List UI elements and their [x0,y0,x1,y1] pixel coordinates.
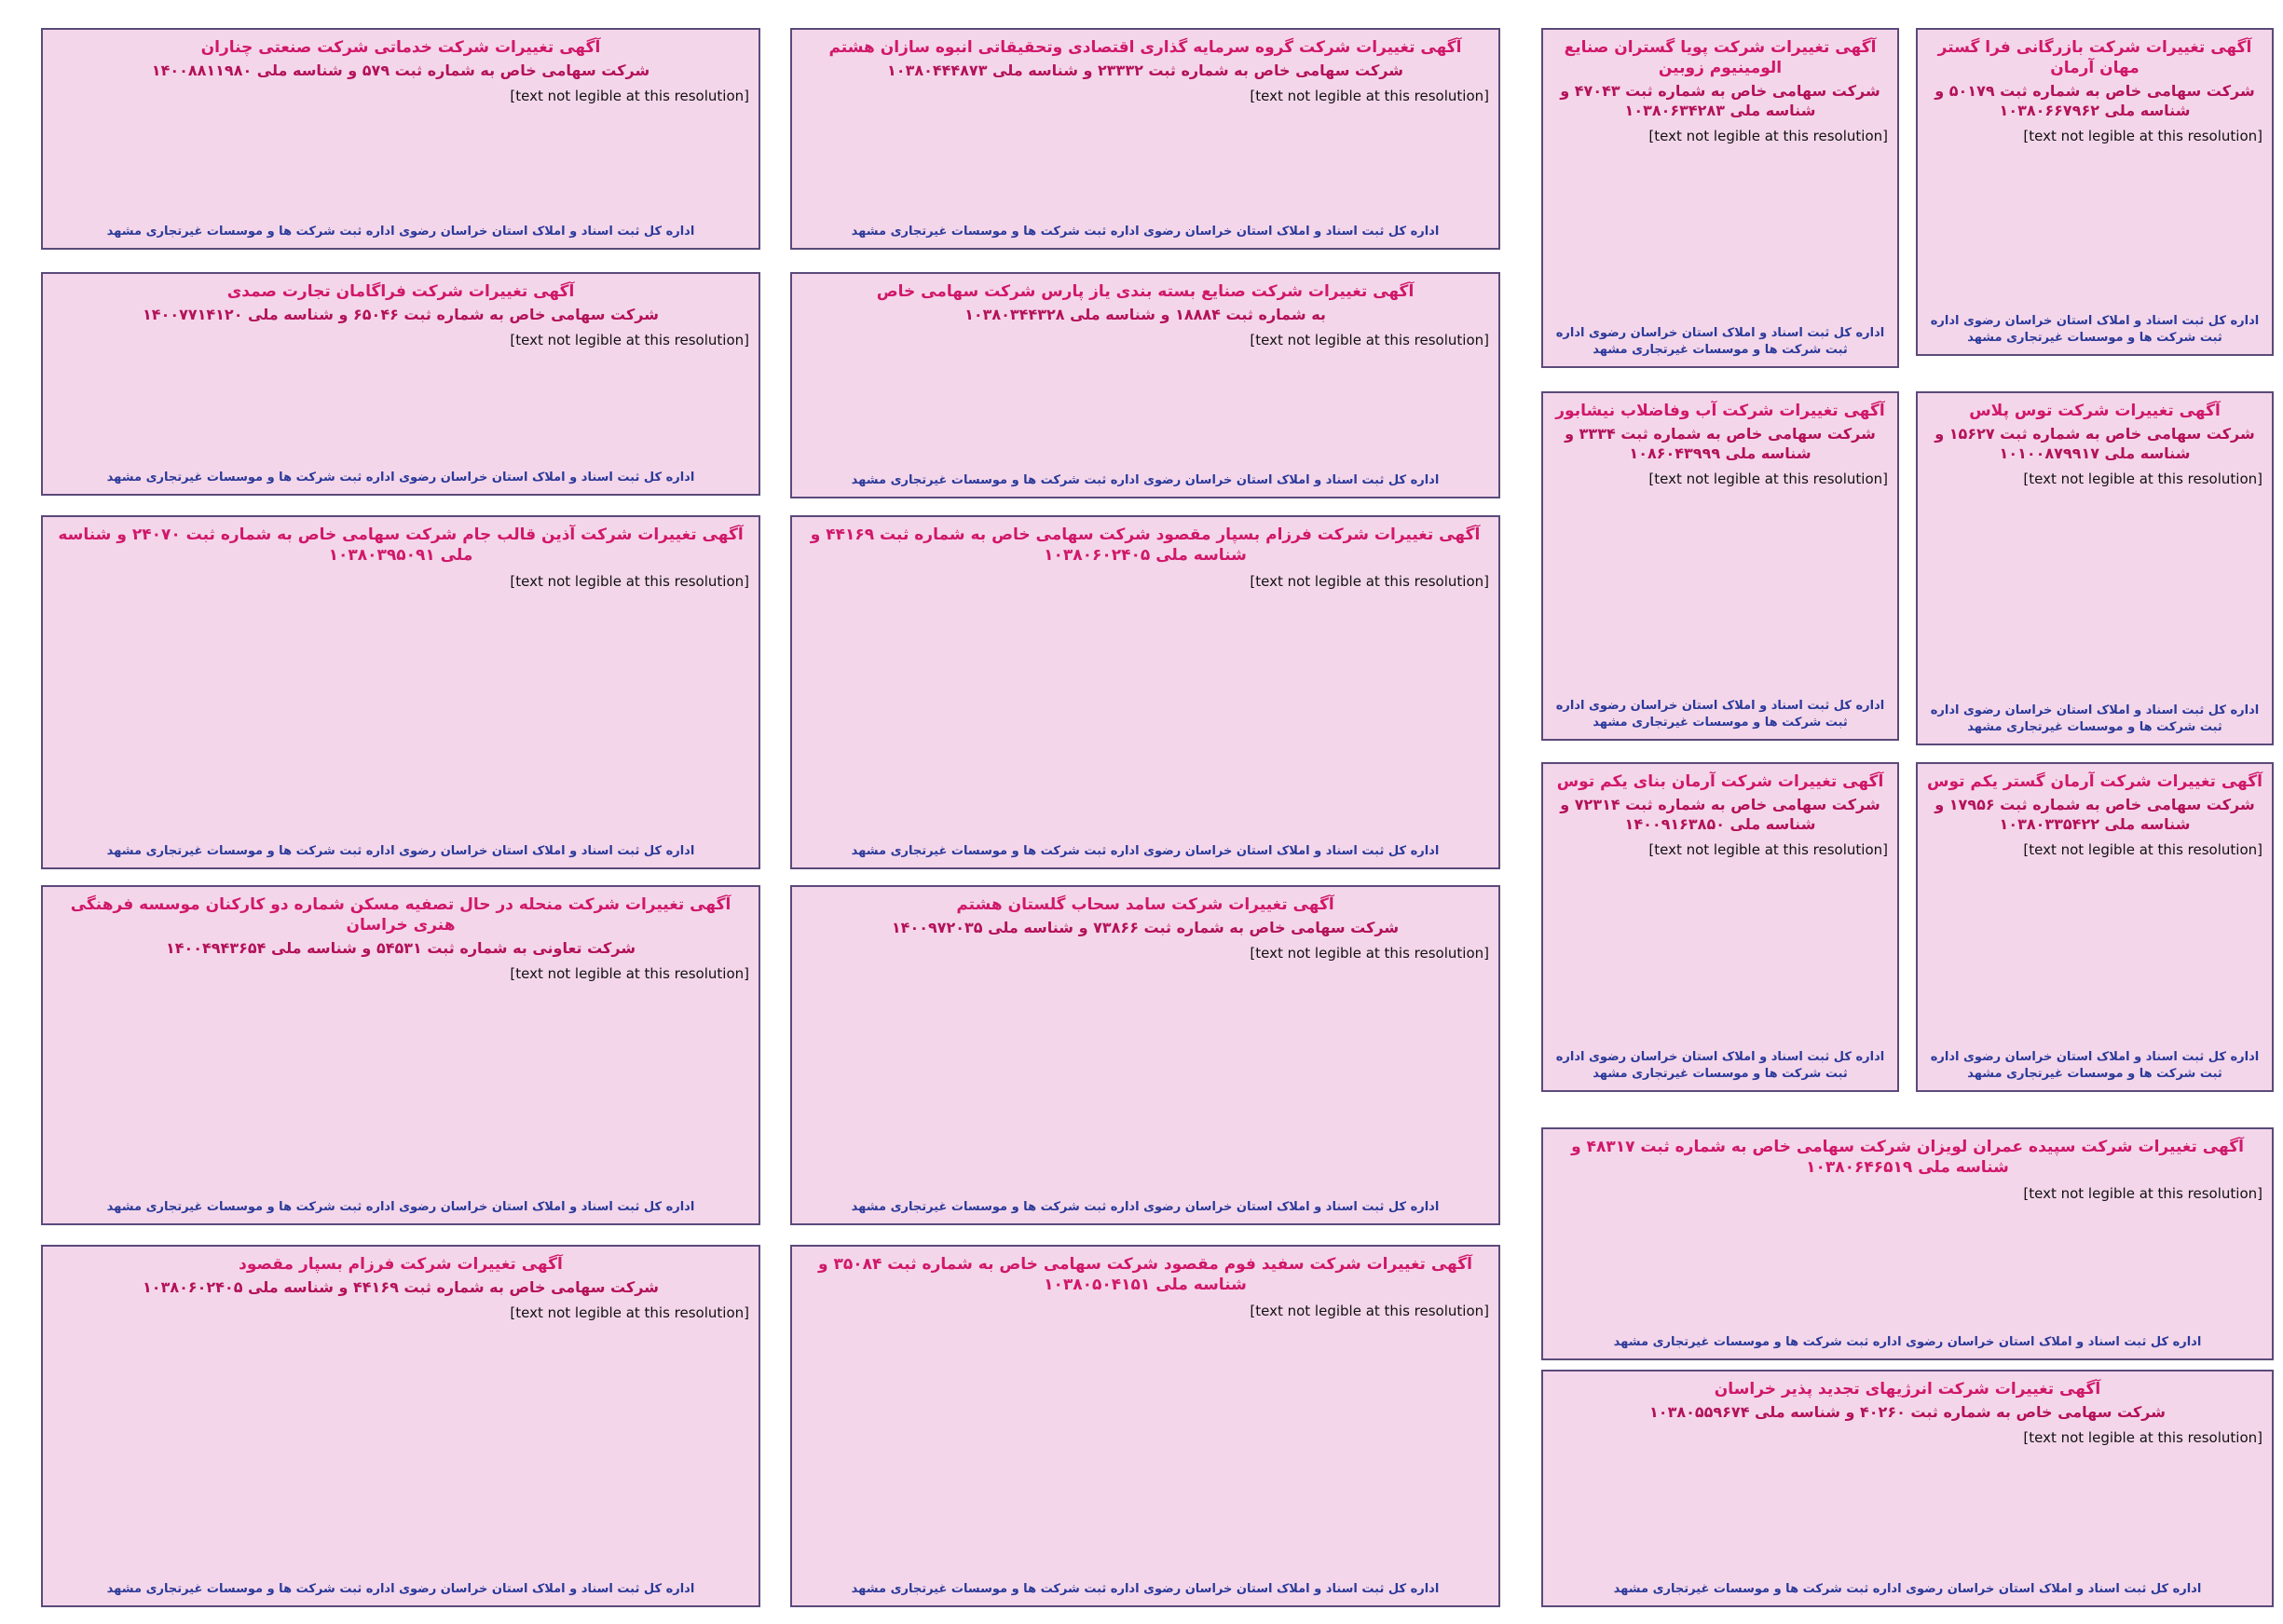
notice-body: [text not legible at this resolution] [2023,471,2262,487]
notice-title: آگهی تغییرات شرکت سامد سحاب گلستان هشتم [956,895,1334,914]
notice-title: آگهی تغییرات شرکت آرمان گستر یکم توس [1927,772,2262,791]
notice-title: آگهی تغییرات شرکت آرمان بنای یکم توس [1556,772,1884,791]
notice-body: [text not legible at this resolution] [510,1304,749,1321]
notice-footer: اداره کل ثبت اسناد و املاک استان خراسان رضوی اداره ثبت شرکت ها و موسسات غیرتجاری مشهد [1555,699,1885,730]
notice-footer: اداره کل ثبت اسناد و املاک استان خراسان رضوی اداره ثبت شرکت ها و موسسات غیرتجاری مشهد [851,1200,1440,1214]
notice-title: آگهی تغییرات شرکت توس پلاس [1969,402,2221,420]
notice-anbouh-sazan [790,28,1500,250]
notice-footer: اداره کل ثبت اسناد و املاک استان خراسان رضوی اداره ثبت شرکت ها و موسسات غیرتجاری مشهد [1930,1050,2260,1081]
notice-yaz-pars [790,272,1500,498]
notice-body: [text not legible at this resolution] [510,965,749,982]
notice-footer: اداره کل ثبت اسناد و املاک استان خراسان رضوی اداره ثبت شرکت ها و موسسات غیرتجاری مشهد [106,1200,695,1214]
notice-title: آگهی تغییرات شرکت پویا گستران صنایع الومینیوم زوبین [1564,38,1877,77]
notice-sepideh-omran [1541,1127,2274,1360]
notice-farzam-baspar-1 [790,515,1500,869]
notice-title: آگهی تغییرات شرکت خدماتی شرکت صنعتی چناران [200,38,601,57]
notice-title: آگهی تغییرات شرکت گروه سرمایه گذاری اقتصادی وتحقیقاتی انبوه سازان هشتم [828,38,1462,57]
notice-title: آگهی تغییرات شرکت فرزام بسپار مقصود [239,1255,563,1274]
notice-title: آگهی تغییرات شرکت سپیده عمران لویزان شرکت سهامی خاص به شماره ثبت ۴۸۳۱۷ و شناسه ملی ۱۰۳۸۰۶۴۶۵۱۹ [1571,1138,2244,1177]
notice-body: [text not legible at this resolution] [510,573,749,590]
notice-subtitle: شرکت سهامی خاص به شماره ثبت ۴۷۰۴۳ و شناسه ملی ۱۰۳۸۰۶۳۴۲۸۳ [1560,82,1880,119]
notice-subtitle: شرکت سهامی خاص به شماره ثبت ۵۰۱۷۹ و شناسه ملی ۱۰۳۸۰۶۶۷۹۶۲ [1934,82,2255,119]
notice-subtitle: شرکت سهامی خاص به شماره ثبت ۴۰۲۶۰ و شناسه ملی ۱۰۳۸۰۵۵۹۶۷۴ [1649,1403,2166,1421]
notice-footer: اداره کل ثبت اسناد و املاک استان خراسان رضوی اداره ثبت شرکت ها و موسسات غیرتجاری مشهد [851,1582,1440,1596]
notice-body: [text not legible at this resolution] [2023,128,2262,144]
notice-body: [text not legible at this resolution] [1250,332,1489,348]
notice-body: [text not legible at this resolution] [1250,945,1489,962]
notice-body: [text not legible at this resolution] [1648,841,1888,858]
notice-body: [text not legible at this resolution] [510,88,749,104]
notice-nishapur-water [1541,391,1899,741]
notice-body: [text not legible at this resolution] [1250,573,1489,590]
notice-azin-ghaleb [41,515,760,869]
notice-footer: اداره کل ثبت اسناد و املاک استان خراسان رضوی اداره ثبت شرکت ها و موسسات غیرتجاری مشهد [851,225,1440,239]
notice-footer: اداره کل ثبت اسناد و املاک استان خراسان رضوی اداره ثبت شرکت ها و موسسات غیرتجاری مشهد [106,1582,695,1596]
notice-subtitle: شرکت تعاونی به شماره ثبت ۵۴۵۳۱ و شناسه ملی ۱۴۰۰۴۹۴۳۶۵۴ [165,939,636,957]
notice-subtitle: شرکت سهامی خاص به شماره ثبت ۱۵۶۲۷ و شناسه ملی ۱۰۱۰۰۸۷۹۹۱۷ [1934,425,2255,462]
notice-title: آگهی تغییرات شرکت بازرگانی فرا گستر مهان آرمان [1937,38,2252,77]
notice-title: آگهی تغییرات شرکت انرژیهای تجدید پذیر خراسان [1714,1380,2101,1399]
notice-body: [text not legible at this resolution] [1648,128,1888,144]
notice-footer: اداره کل ثبت اسناد و املاک استان خراسان رضوی اداره ثبت شرکت ها و موسسات غیرتجاری مشهد [106,225,695,239]
notice-subtitle: شرکت سهامی خاص به شماره ثبت ۷۲۳۱۴ و شناسه ملی ۱۴۰۰۹۱۶۳۸۵۰ [1560,796,1880,833]
notice-body: [text not legible at this resolution] [2023,1429,2262,1446]
notice-farzam-baspar-2 [41,1245,760,1607]
notice-subtitle: شرکت سهامی خاص به شماره ثبت ۴۴۱۶۹ و شناسه ملی ۱۰۳۸۰۶۰۲۴۰۵ [143,1278,659,1296]
notice-subtitle: شرکت سهامی خاص به شماره ثبت ۳۳۳۴ و شناسه ملی ۱۰۸۶۰۴۳۹۹۹ [1565,425,1876,462]
notice-farrgostar [1916,28,2274,356]
notice-title: آگهی تغییرات شرکت صنایع بسته بندی یاز پارس شرکت سهامی خاص [876,282,1415,301]
notice-title: آگهی تغییرات شرکت منحله در حال تصفیه مسکن شماره دو کارکنان موسسه فرهنگی هنری خراسان [70,895,731,935]
notice-footer: اداره کل ثبت اسناد و املاک استان خراسان رضوی اداره ثبت شرکت ها و موسسات غیرتجاری مشهد [1930,314,2260,345]
notice-subtitle: شرکت سهامی خاص به شماره ثبت ۵۷۹ و شناسه ملی ۱۴۰۰۸۸۱۱۹۸۰ [151,61,650,79]
notice-chenaran [41,28,760,250]
notice-body: [text not legible at this resolution] [2023,1185,2262,1202]
notice-footer: اداره کل ثبت اسناد و املاک استان خراسان رضوی اداره ثبت شرکت ها و موسسات غیرتجاری مشهد [1930,703,2260,734]
notice-body: [text not legible at this resolution] [510,332,749,348]
notice-maskan-coop [41,885,760,1225]
notice-toos-plus [1916,391,2274,745]
notice-footer: اداره کل ثبت اسناد و املاک استان خراسان رضوی اداره ثبت شرکت ها و موسسات غیرتجاری مشهد [851,473,1440,487]
notice-body: [text not legible at this resolution] [1250,1303,1489,1319]
notice-subtitle: شرکت سهامی خاص به شماره ثبت ۷۳۸۶۶ و شناسه ملی ۱۴۰۰۹۷۲۰۳۵ [891,919,1400,936]
notice-footer: اداره کل ثبت اسناد و املاک استان خراسان رضوی اداره ثبت شرکت ها و موسسات غیرتجاری مشهد [106,844,695,858]
notice-renewable-energy [1541,1370,2274,1607]
notice-subtitle: شرکت سهامی خاص به شماره ثبت ۶۵۰۴۶ و شناسه ملی ۱۴۰۰۷۷۱۴۱۲۰ [143,306,659,323]
notice-title: آگهی تغییرات شرکت فراگامان تجارت صمدی [226,282,575,301]
notice-title: آگهی تغییرات شرکت فرزام بسپار مقصود شرکت سهامی خاص به شماره ثبت ۴۴۱۶۹ و شناسه ملی ۱۰۳۸۰۶۰۲۴۰۵ [810,525,1481,565]
notice-body: [text not legible at this resolution] [1648,471,1888,487]
notice-footer: اداره کل ثبت اسناد و املاک استان خراسان رضوی اداره ثبت شرکت ها و موسسات غیرتجاری مشهد [106,471,695,484]
notice-arman-gostar [1916,762,2274,1092]
notice-footer: اداره کل ثبت اسناد و املاک استان خراسان رضوی اداره ثبت شرکت ها و موسسات غیرتجاری مشهد [1555,326,1885,357]
notice-subtitle: به شماره ثبت ۱۸۸۸۴ و شناسه ملی ۱۰۳۸۰۳۴۴۳۲۸ [964,306,1326,323]
notice-faragaman [41,272,760,496]
notice-footer: اداره کل ثبت اسناد و املاک استان خراسان رضوی اداره ثبت شرکت ها و موسسات غیرتجاری مشهد [1555,1050,1885,1081]
notice-arman-bana [1541,762,1899,1092]
notice-body: [text not legible at this resolution] [2023,841,2262,858]
notice-sefid-foam [790,1245,1500,1607]
notice-title: آگهی تغییرات شرکت آذین قالب جام شرکت سهامی خاص به شماره ثبت ۲۴۰۷۰ و شناسه ملی ۱۰۳۸۰۳۹۵۰۹۱ [58,525,744,565]
notice-body: [text not legible at this resolution] [1250,88,1489,104]
notice-footer: اداره کل ثبت اسناد و املاک استان خراسان رضوی اداره ثبت شرکت ها و موسسات غیرتجاری مشهد [1613,1335,2202,1349]
notice-footer: اداره کل ثبت اسناد و املاک استان خراسان رضوی اداره ثبت شرکت ها و موسسات غیرتجاری مشهد [1613,1582,2202,1596]
notice-subtitle: شرکت سهامی خاص به شماره ثبت ۱۷۹۵۶ و شناسه ملی ۱۰۳۸۰۳۳۵۴۲۲ [1934,796,2255,833]
notice-subtitle: شرکت سهامی خاص به شماره ثبت ۲۳۳۳۲ و شناسه ملی ۱۰۳۸۰۴۴۴۸۷۳ [887,61,1403,79]
notice-title: آگهی تغییرات شرکت آب وفاضلاب نیشابور [1555,402,1885,420]
notice-title: آگهی تغییرات شرکت سفید فوم مقصود شرکت سهامی خاص به شماره ثبت ۳۵۰۸۴ و شناسه ملی ۱۰۳۸۰۵۰۴۱۵۱ [818,1255,1472,1294]
notice-pouya-gostaran [1541,28,1899,368]
notice-samad-sahab [790,885,1500,1225]
notice-footer: اداره کل ثبت اسناد و املاک استان خراسان رضوی اداره ثبت شرکت ها و موسسات غیرتجاری مشهد [851,844,1440,858]
